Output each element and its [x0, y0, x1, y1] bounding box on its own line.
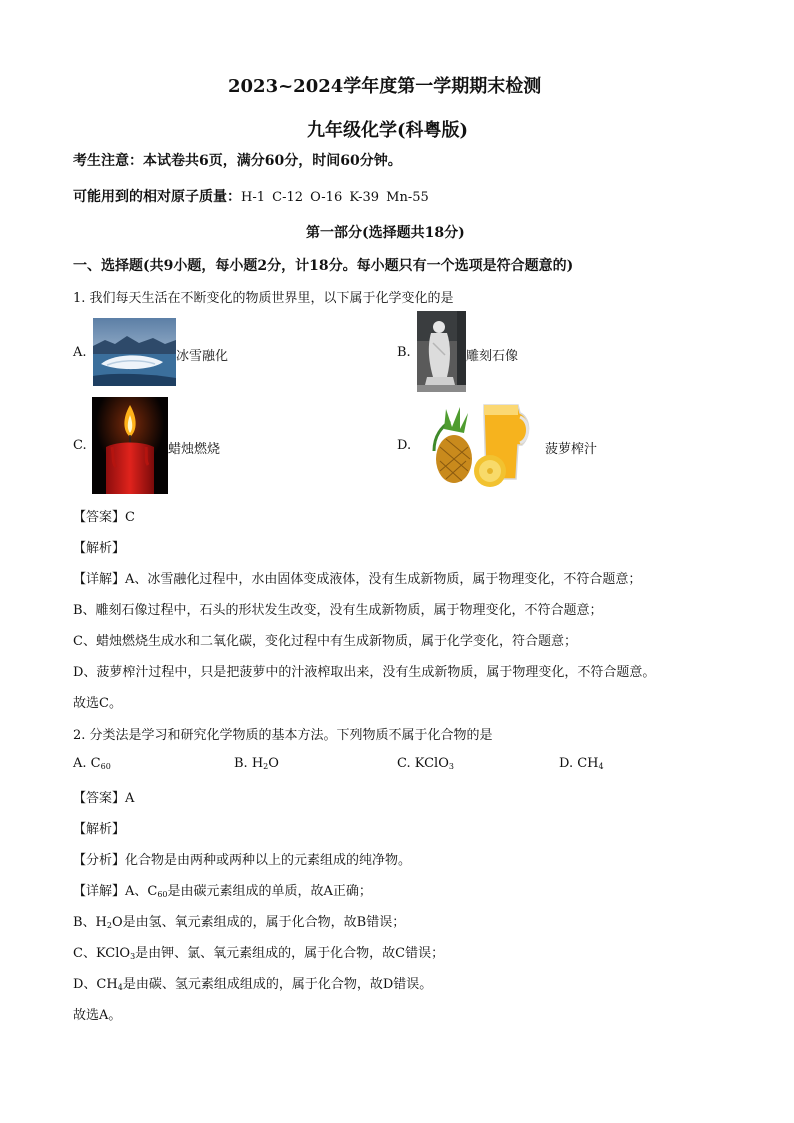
- q1-option-d-text: 菠萝榨汁: [545, 442, 598, 457]
- q2-option-a: A. $C_{60}$: [73, 756, 111, 771]
- notice-label: 考生注意：: [73, 153, 143, 169]
- part1-heading: 第一部分(选择题共18分): [306, 225, 465, 241]
- q2-option-d: D. $CH_4$: [559, 756, 604, 771]
- q1-option-c-letter: C.: [73, 438, 87, 453]
- q1-conclusion: 故选C。: [73, 696, 122, 711]
- q1-option-b-letter: B.: [397, 345, 411, 360]
- q1-answer: 【答案】C: [73, 510, 135, 525]
- q2-detail-line: 【详解】A、$C_{60}$是由碳元素组成的单质，故A正确；: [73, 884, 372, 899]
- q2-analysis-label: 【解析】: [73, 822, 126, 837]
- q2-detail-line: C、KClO$_3$是由钾、氯、氧元素组成的，属于化合物，故C错误；: [73, 946, 445, 961]
- stone-statue-image: [417, 311, 466, 392]
- q1-option-a-letter: A.: [73, 345, 87, 360]
- notice-text: 本试卷共6页，满分60分，时间60分钟。: [143, 153, 402, 169]
- q2-stem: 2. 分类法是学习和研究化学物质的基本方法。下列物质不属于化合物的是: [73, 728, 493, 743]
- ice-snow-image: [93, 318, 176, 386]
- candle-image: [92, 397, 168, 494]
- q2-answer: 【答案】A: [73, 791, 135, 806]
- q1-detail-line: C、蜡烛燃烧生成水和二氧化碳，变化过程中有生成新物质，属于化学变化，符合题意；: [73, 634, 577, 649]
- q1-stem: 1. 我们每天生活在不断变化的物质世界里，以下属于化学变化的是: [73, 291, 454, 306]
- q2-conclusion: 故选A。: [73, 1008, 122, 1023]
- q2-option-b: B. $H_2O$: [234, 756, 279, 771]
- q2-detail-line: D、$CH_4$是由碳、氢元素组成组成的，属于化合物，故D错误。: [73, 977, 433, 992]
- atomic-mass-line: [73, 186, 429, 206]
- q2-detail-line: B、$H_2O$是由氢、氧元素组成的，属于化合物，故B错误；: [73, 915, 406, 930]
- q2-fenxi: 【分析】化合物是由两种或两种以上的元素组成的纯净物。: [73, 853, 412, 868]
- q1-detail-line: 【详解】A、冰雪融化过程中，水由固体变成液体，没有生成新物质，属于物理变化，不符合题意；: [73, 572, 642, 587]
- q1-option-d-letter: D.: [397, 438, 412, 453]
- q2-option-c: C. KClO$_3$: [397, 756, 454, 771]
- exam-title: 2023~2024学年度第一学期期末检测: [228, 76, 542, 97]
- atomic-mass-values: H-1 C-12 O-16 K-39 Mn-55: [241, 190, 429, 205]
- section-heading: 一、选择题(共9小题，每小题2分，计18分。每小题只有一个选项是符合题意的): [73, 258, 574, 274]
- q1-option-c-text: 蜡烛燃烧: [168, 442, 221, 457]
- pineapple-juice-image: [426, 399, 534, 490]
- q1-analysis-label: 【解析】: [73, 541, 126, 556]
- q1-option-b-text: 雕刻石像: [466, 349, 519, 364]
- q1-option-a-text: 冰雪融化: [176, 349, 229, 364]
- q1-detail-line: D、菠萝榨汁过程中，只是把菠萝中的汁液榨取出来，没有生成新物质，属于物理变化，不符合题意。: [73, 665, 656, 680]
- atomic-mass-label: 可能用到的相对原子质量：: [73, 189, 241, 205]
- notice-line: [73, 150, 402, 170]
- exam-subtitle: 九年级化学(科粤版): [307, 120, 469, 141]
- q1-detail-line: B、雕刻石像过程中，石头的形状发生改变，没有生成新物质，属于物理变化，不符合题意；: [73, 603, 603, 618]
